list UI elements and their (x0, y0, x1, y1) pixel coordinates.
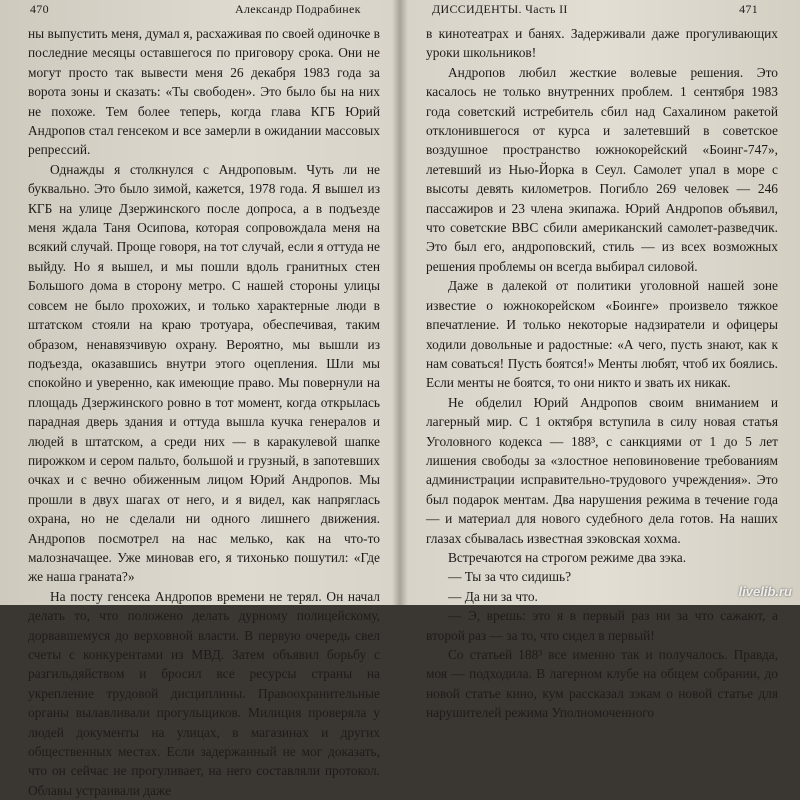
left-page (0, 0, 398, 798)
paragraph: ны выпустить меня, думал я, расхаживая по своей одиночке в последние месяцы оставшегося по приговору срока. Они не могут просто так вывести меня 26 декабря 1983 года за ворота зоны и сказать: «Ты свободен». Это было бы на них не похоже. Тем более теперь, когда глава КГБ Юрий Андропов стал генсеком и все замерли в ожидании массовых репрессий. (28, 26, 380, 158)
paragraph: Встречаются на строгом режиме два зэка. (448, 549, 687, 565)
dialogue-line: — Да ни за что. (448, 588, 538, 604)
paragraph: Со статьей 188³ все именно так и получалось. Правда, моя — подходила. В лагерном клубе на общем собрании, до новой статье кино, кум рассказал зэкам о новой статье для нарушителей режима Уполномоченного (426, 647, 778, 721)
watermark: livelib.ru (738, 584, 792, 599)
right-running-head: ДИССИДЕНТЫ. Часть II (432, 2, 568, 16)
left-page-number: 470 (30, 2, 49, 16)
paragraph: На посту генсека Андропов времени не терял. Он начал делать то, что положено делать дурному полицейскому, дорвавшемуся до верховной власти. В первую очередь свел счеты с конкурентами из МВД. Затем объявил борьбу с разгильдяйством и бросил все ресурсы страны на укрепление трудовой дисциплины. Правоохранительные органы вылавливали прогульщиков. Милиция проверяла у людей документы на улицах, в магазинах и других общественных местах. Если задержанный не мог доказать, что он сейчас не прогуливает, на него составляли протокол. Облавы устраивали даже (28, 588, 380, 798)
right-page-header (402, 2, 800, 20)
paragraph: Андропов любил жесткие волевые решения. Это касалось не только внутренних проблем. 1 сентября 1983 года советский истребитель сбил над Сахалином ракетой отклонившегося от курса и залетевший в советское воздушное пространство южнокорейский «Боинг-747», летевший из Нью-Йорка в Сеул. Самолет упал в море с высоты девять километров. Погибло 269 человек — 246 пассажиров и 23 члена экипажа. Юрий Андропов объявил, что советские ВВС сбили американский самолет-разведчик. Это был его, андроповский, стиль — из всех возможных решения проблемы он всегда выбирал силовой. (426, 64, 778, 274)
left-running-head: Александр Подрабинек (235, 2, 361, 16)
dialogue-line: — Э, врешь: это я в первый раз ни за что сажают, а второй раз — за то, что сидел в первый! (426, 608, 778, 643)
paragraph: Даже в далекой от политики уголовной нашей зоне известие о южнокорейском «Боинге» произвело тяжкое впечатление. И только некоторые надзиратели и офицеры ходили довольные и радостные: «А чего, пусть знают, как к нам соваться! Пусть боятся!» Менты любят, чтоб их боялись. Если менты не боятся, то они никто и звать их никак. (426, 278, 778, 391)
paragraph: Однажды я столкнулся с Андроповым. Чуть ли не буквально. Это было зимой, кажется, 1978 года. Я вышел из КГБ на улице Дзержинского после допроса, а в подъезде меня ждала Таня Осипова, которая сопровождала меня на всякий случай. Проще говоря, на тот случай, если я оттуда не выйду. Но я вышел, и мы пошли вдоль гранитных стен Большого дома в сторону метро. С нашей стороны улицы совсем не было прохожих, и только характерные люди в штатском стояли на краю тротуара, обеспечивая, таким образом, ненавязчивую охрану. Вероятно, мы вышли из подъезда, оказавшись внутри этого оцепления. Шли мы спокойно и уверенно, как имеющие право. Мы повернули на площадь Дзержинского ровно в тот момент, когда открылась парадная дверь здания и оттуда вышла кучка генералов и людей в штатском, а среди них — в каракулевой шапке пирожком и сером пальто, большой и грузный, в запотевших очках и с вечно обиженным лицом Юрий Андропов. Мы прошли в двух шагах от него, и я видел, как напряглась охрана, но не сделали ни одного лишнего движения. Андропов посмотрел на нас мелько, как на что-то малозначащее. Уже миновав его, я тихонько пошутил: «Где же наша граната?» (28, 161, 380, 585)
right-page (402, 0, 800, 721)
left-page-text (28, 24, 380, 800)
paragraph: Не обделил Юрий Андропов своим вниманием и лагерный мир. С 1 октября вступила в силу новая статья Уголовного кодекса — 188³, с санкциями от 1 до 5 лет лишения свободы за «злостное неповиновение требованиям администрации исправительно-трудового учреждения». Это был подарок ментам. Два нарушения режима в течение года — и материал для нового судебного дела готов. На наших глазах сбывалась известная зэковская хохма. (426, 394, 778, 546)
paragraph: в кинотеатрах и банях. Задерживали даже прогуливающих уроки школьников! (426, 26, 778, 61)
left-page-header (0, 2, 398, 20)
dialogue-line: — Ты за что сидишь? (448, 569, 572, 585)
right-page-number: 471 (739, 2, 758, 16)
right-page-text (426, 24, 778, 723)
